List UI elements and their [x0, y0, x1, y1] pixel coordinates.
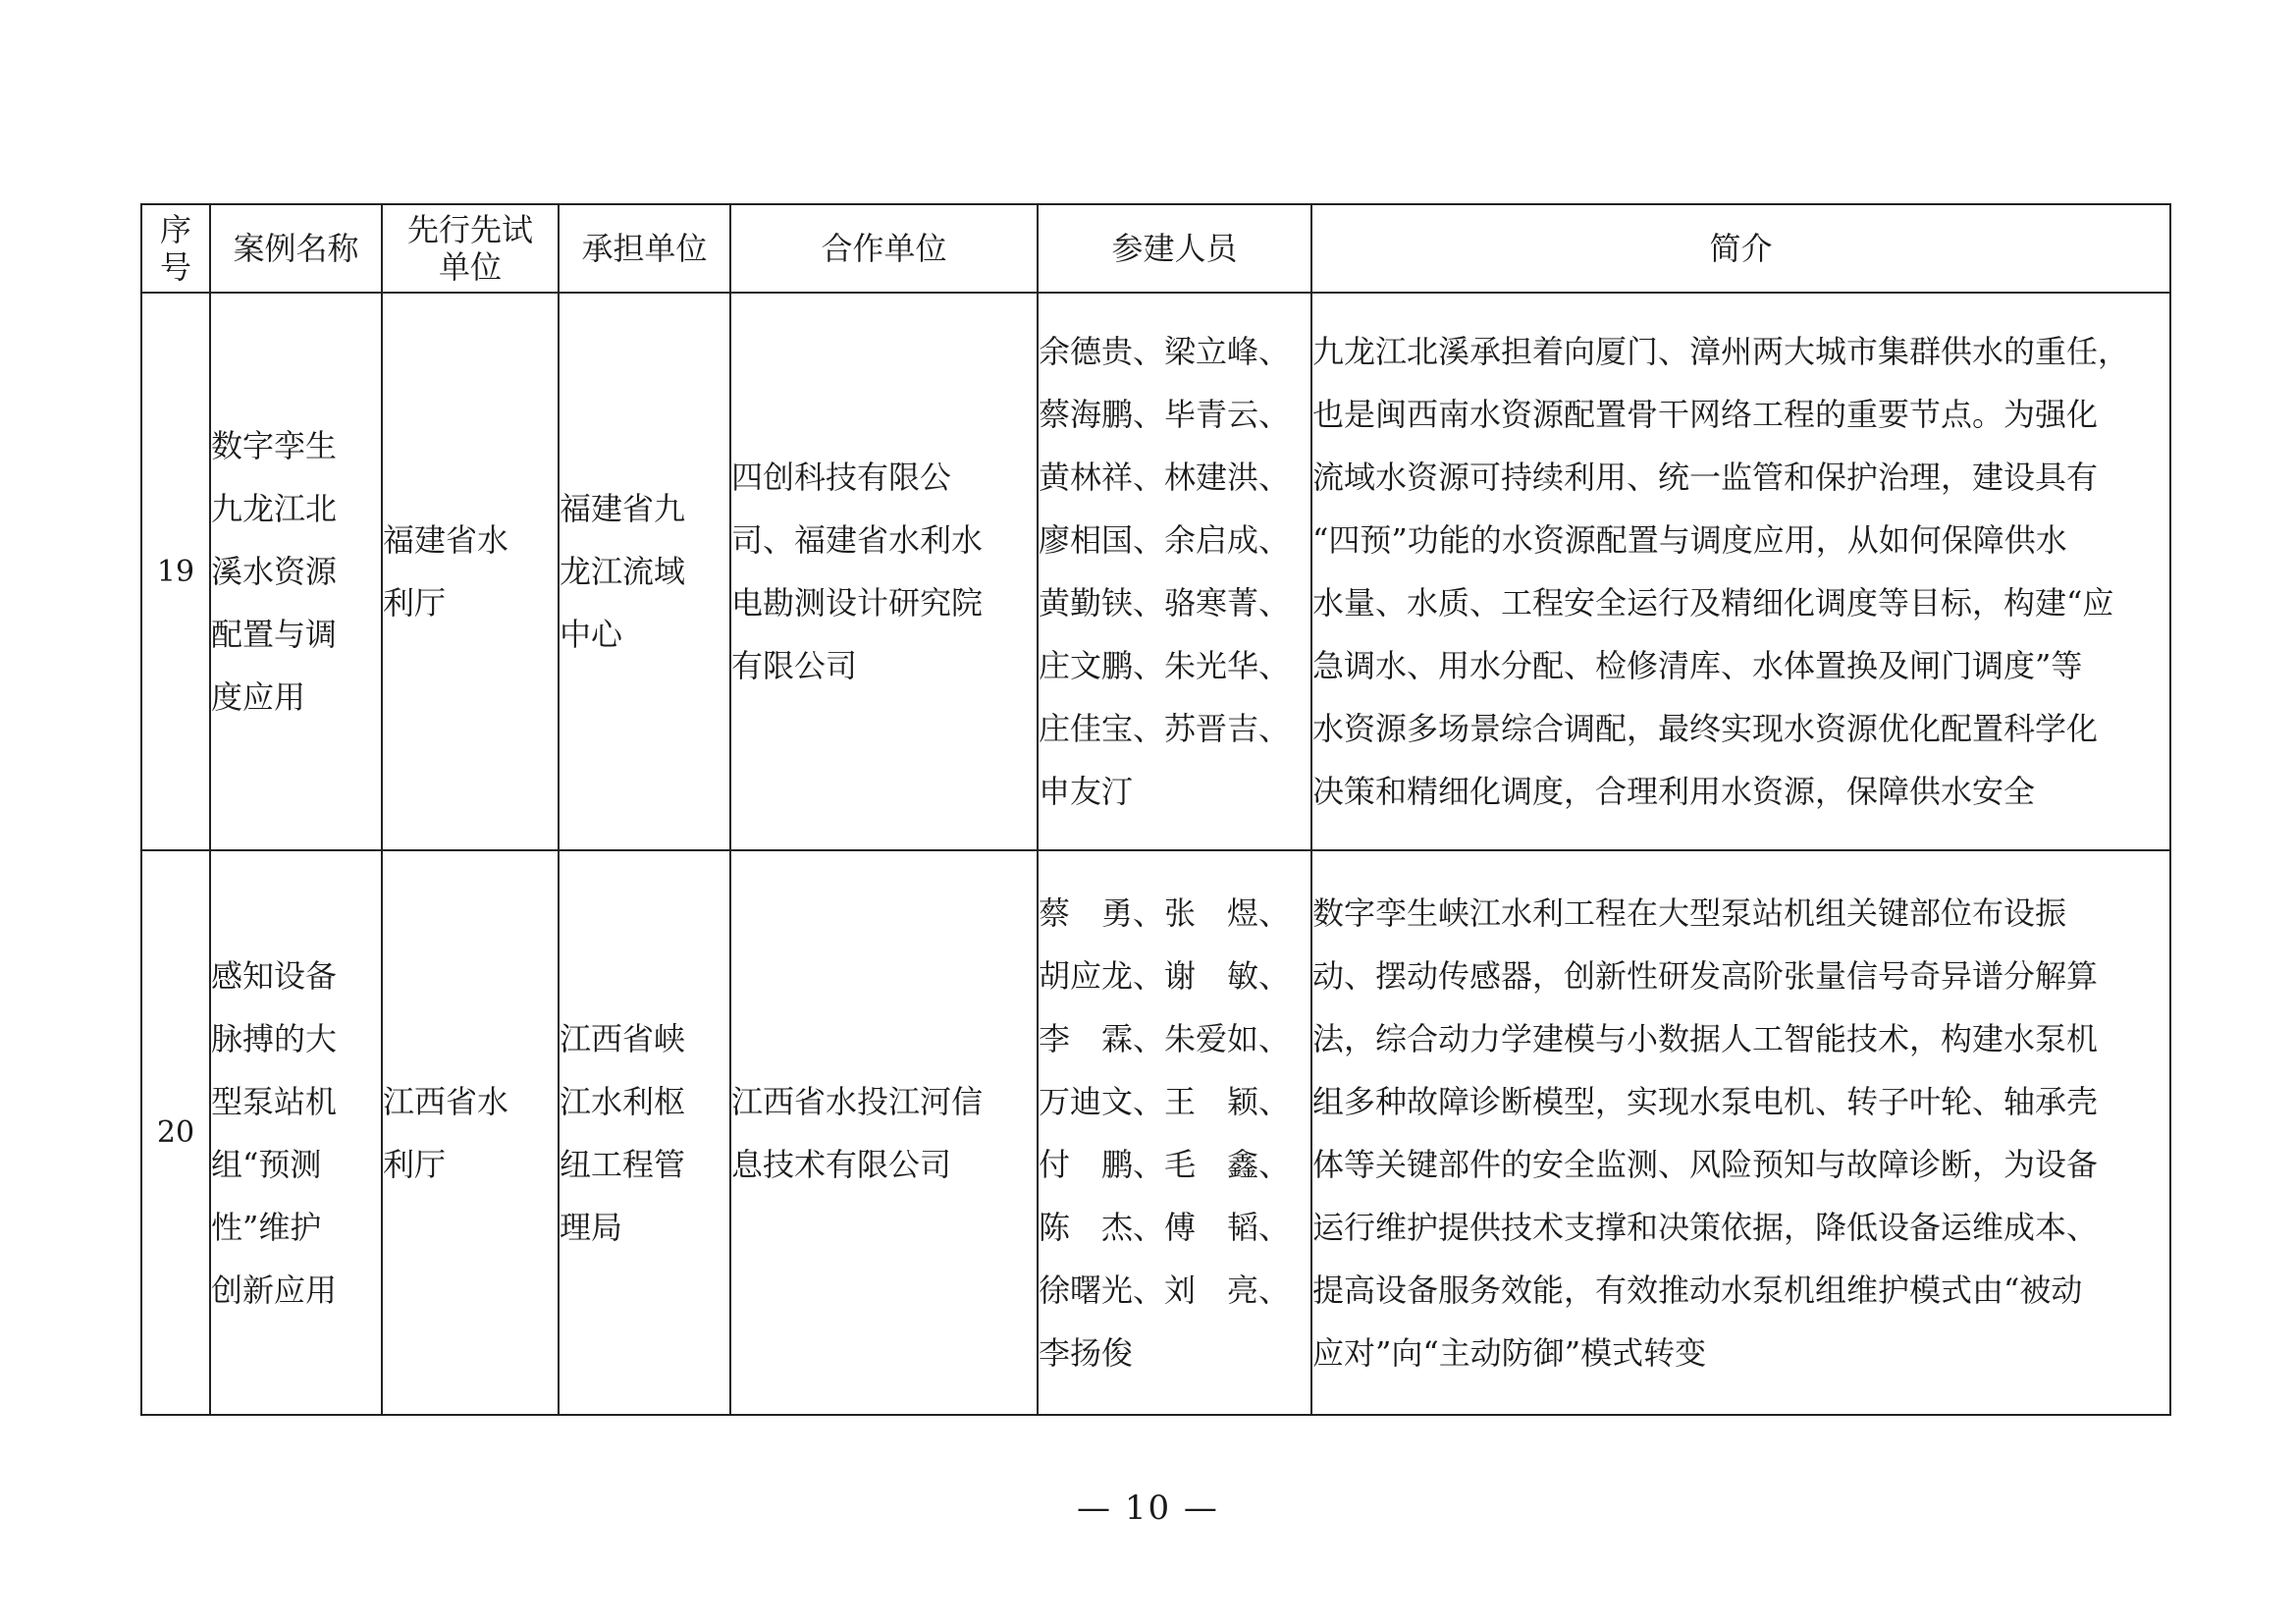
cell-partner: 四创科技有限公 司、福建省水利水 电勘测设计研究院 有限公司 — [730, 293, 1038, 850]
cell-seq: 19 — [141, 293, 210, 850]
header-intro: 简介 — [1311, 204, 2170, 293]
cell-intro: 九龙江北溪承担着向厦门、漳州两大城市集群供水的重任， 也是闽西南水资源配置骨干网络工程的重要节点。为强化 流域水资源可持续利用、统一监管和保护治理，建设具有 “四预”功能的水资源配置与调度应用，从如何保障供水 水量、水质、工程安全运行及精细化调度等目标，构建“应 急调水、用水分配、检修清库、水体置换及闸门调度”等 水资源多场景综合调配，最终实现水资源优化配置科学化 决策和精细化调度，合理利用水资源，保障供水安全 — [1311, 293, 2170, 850]
cell-staff: 余德贵、梁立峰、 蔡海鹏、毕青云、 黄林祥、林建洪、 廖相国、余启成、 黄勤铗、骆寒菁、 庄文鹏、朱光华、 庄佳宝、苏晋吉、 申友汀 — [1038, 293, 1311, 850]
table-row — [141, 293, 2170, 850]
header-partner: 合作单位 — [730, 204, 1038, 293]
header-seq: 序 号 — [141, 204, 210, 293]
cell-intro: 数字孪生峡江水利工程在大型泵站机组关键部位布设振 动、摆动传感器，创新性研发高阶张量信号奇异谱分解算 法，综合动力学建模与小数据人工智能技术，构建水泵机 组多种故障诊断模型，实现水泵电机、转子叶轮、轴承壳 体等关键部件的安全监测、风险预知与故障诊断，为设备 运行维护提供技术支撑和决策依据，降低设备运维成本、 提高设备服务效能，有效推动水泵机组维护模式由“被动 应对”向“主动防御”模式转变 — [1311, 850, 2170, 1415]
header-case-name: 案例名称 — [210, 204, 382, 293]
cell-seq: 20 — [141, 850, 210, 1415]
header-pilot-unit: 先行先试 单位 — [382, 204, 559, 293]
cell-pilot-unit: 福建省水 利厅 — [382, 293, 559, 850]
cell-partner: 江西省水投江河信 息技术有限公司 — [730, 850, 1038, 1415]
page-number: — 10 — — [1077, 1489, 1219, 1528]
cell-pilot-unit: 江西省水 利厅 — [382, 850, 559, 1415]
cell-case-name: 数字孪生 九龙江北 溪水资源 配置与调 度应用 — [210, 293, 382, 850]
table-row — [141, 850, 2170, 1415]
cell-staff: 蔡 勇、张 煜、 胡应龙、谢 敏、 李 霖、朱爱如、 万迪文、王 颖、 付 鹏、毛 鑫、 陈 杰、傅 韬、 徐曙光、刘 亮、 李扬俊 — [1038, 850, 1311, 1415]
cell-case-name: 感知设备 脉搏的大 型泵站机 组“预测 性”维护 创新应用 — [210, 850, 382, 1415]
header-undertaker: 承担单位 — [559, 204, 730, 293]
cell-undertaker: 福建省九 龙江流域 中心 — [559, 293, 730, 850]
table-header-row — [141, 204, 2170, 293]
case-table — [140, 203, 2171, 1416]
header-staff: 参建人员 — [1038, 204, 1311, 293]
cell-undertaker: 江西省峡 江水利枢 纽工程管 理局 — [559, 850, 730, 1415]
